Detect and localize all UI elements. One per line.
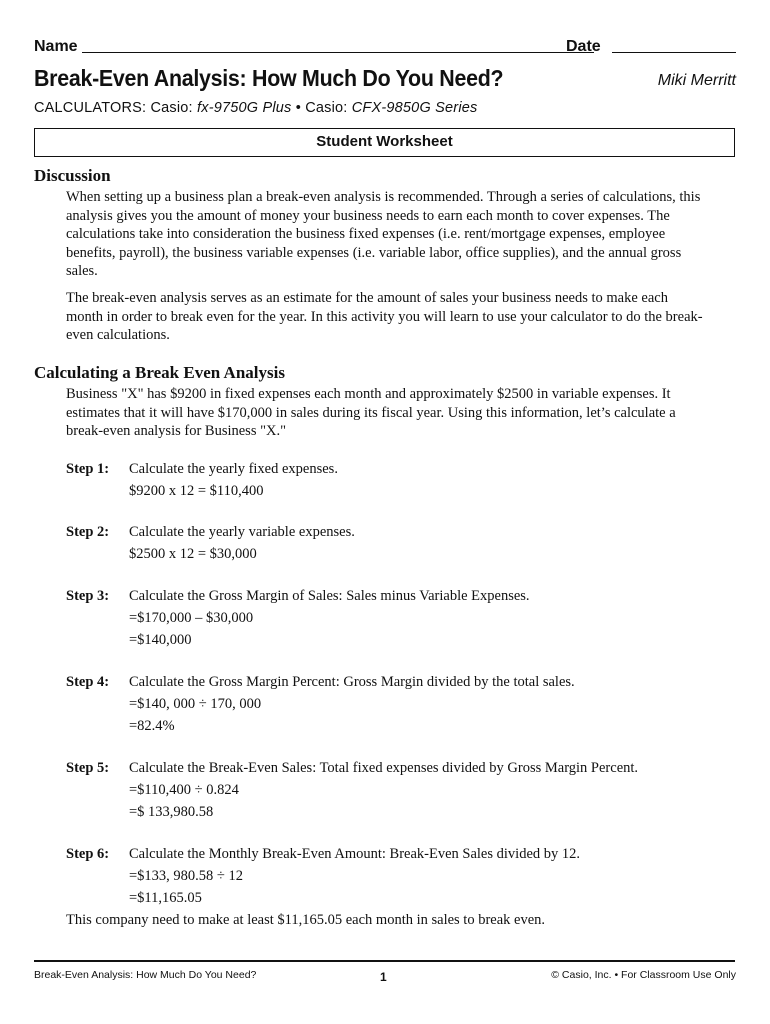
step-result: $9200 x 12 = $110,400 <box>129 483 264 499</box>
step-instruction: Calculate the yearly fixed expenses. <box>129 461 338 477</box>
step-label: Step 4: <box>66 674 110 690</box>
calculator-model-1: fx-9750G Plus <box>197 100 292 116</box>
step-instruction: Calculate the Monthly Break-Even Amount: Break-Even Sales divided by 12. <box>129 846 581 862</box>
calculators-line <box>34 100 477 116</box>
step-label: Step 6: <box>66 846 110 862</box>
step-label: Step 1: <box>66 461 110 477</box>
calculators-prefix: CALCULATORS: Casio: <box>34 100 198 116</box>
calculator-model-2: CFX-9850G Series <box>351 100 478 116</box>
discussion-heading: Discussion <box>34 166 111 185</box>
step-result: =$ 133,980.58 <box>129 804 214 820</box>
step-label: Step 2: <box>66 524 110 540</box>
name-date-row <box>34 36 736 58</box>
calculating-intro: Business "X" has $9200 in fixed expenses each month and approximately $2500 in variable expenses. It estimates that it will have $170,000 in sales during its fiscal year. Using this information, let’s calculate a break-even analysis for Business "X." <box>66 386 676 439</box>
footer-title: Break-Even Analysis: How Much Do You Need? <box>34 969 257 981</box>
step-instruction: Calculate the Break-Even Sales: Total fixed expenses divided by Gross Margin Percent. <box>129 760 639 776</box>
worksheet-banner: Student Worksheet <box>34 128 735 157</box>
step-result: $2500 x 12 = $30,000 <box>129 546 257 562</box>
footer-copyright: © Casio, Inc. • For Classroom Use Only <box>551 969 736 981</box>
step-working: =$170,000 – $30,000 <box>129 610 254 626</box>
name-label: Name <box>34 38 78 55</box>
step-result: =$11,165.05 <box>129 890 202 906</box>
calculators-separator: • Casio: <box>291 100 352 116</box>
step-result: =$140,000 <box>129 632 192 648</box>
calculating-heading: Calculating a Break Even Analysis <box>34 363 285 382</box>
page-title: Break-Even Analysis: How Much Do You Need? <box>34 65 504 91</box>
discussion-paragraph-2: The break-even analysis serves as an estimate for the amount of sales your business needs to make each month in order to break even for the year. In this activity you will learn to use your calculator to do the break-even calculations. <box>66 290 703 343</box>
date-label: Date <box>566 38 601 55</box>
name-field-line[interactable] <box>82 52 594 53</box>
page-number: 1 <box>380 970 387 984</box>
step-result: =82.4% <box>129 718 175 734</box>
conclusion-text: This company need to make at least $11,165.05 each month in sales to break even. <box>66 912 546 928</box>
step-label: Step 3: <box>66 588 110 604</box>
step-instruction: Calculate the Gross Margin of Sales: Sales minus Variable Expenses. <box>129 588 530 604</box>
discussion-paragraph-1: When setting up a business plan a break-even analysis is recommended. Through a series of calculations, this analysis gives you the amount of money your business needs to earn each month to cover expenses. The calculations take into consideration the business fixed expenses (i.e. rent/mortgage expenses, employee benefits, payroll), the business variable expenses (i.e. variable labor, office supplies), and the annual gross sales. <box>66 189 701 279</box>
step-instruction: Calculate the Gross Margin Percent: Gross Margin divided by the total sales. <box>129 674 575 690</box>
author-name: Miki Merritt <box>657 72 736 89</box>
step-instruction: Calculate the yearly variable expenses. <box>129 524 355 540</box>
step-working: =$140, 000 ÷ 170, 000 <box>129 696 262 712</box>
footer-divider <box>34 960 735 962</box>
step-working: =$133, 980.58 ÷ 12 <box>129 868 244 884</box>
date-field-line[interactable] <box>612 52 736 53</box>
step-label: Step 5: <box>66 760 110 776</box>
step-working: =$110,400 ÷ 0.824 <box>129 782 239 798</box>
